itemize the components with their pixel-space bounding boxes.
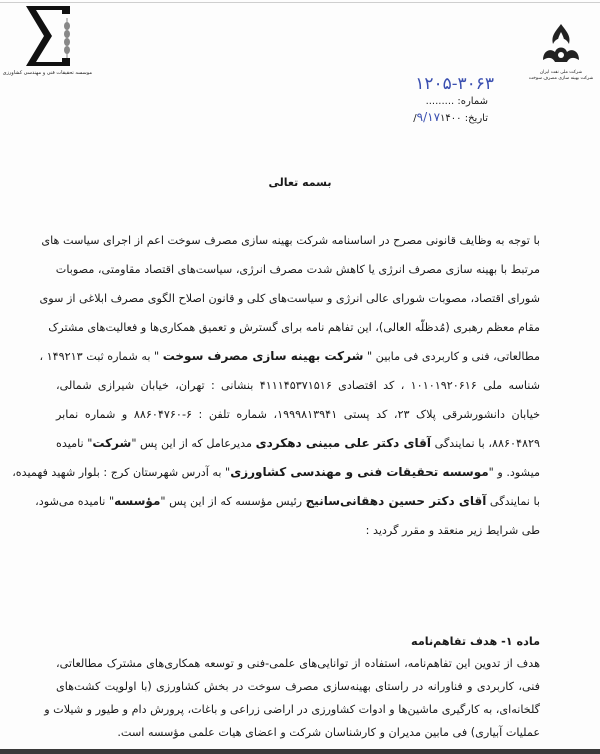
text-segment: مدیرعامل که از این پس " (131, 437, 256, 450)
paragraph-line (56, 400, 540, 429)
paragraph-line (35, 487, 540, 516)
text-segment: رئیس مؤسسه که از این پس " (160, 495, 306, 508)
bold-text: مؤسسه (114, 494, 161, 508)
handwritten-date: ۹/۱۷ (416, 110, 441, 124)
article-1-heading: ماده ۱- هدف تفاهم‌نامه (411, 635, 540, 648)
text-segment: " به آدرس شهرستان کرج : بلوار شهید فهمیده، (12, 466, 231, 479)
paragraph-line (56, 516, 540, 545)
text-segment: " نامیده (56, 437, 93, 450)
bold-text: موسسه تحقیقات فنی و مهندسی کشاورزی (230, 465, 489, 479)
preamble-paragraph (12, 226, 541, 545)
company-logo-caption-1: شرکت ملی نفت ایران (539, 70, 583, 75)
text-segment: خیابان دانشورشرقی پلاک ۲۳، کد پستی ۱۹۹۹۸۱۳۹۴۱، شماره تلفن : ۶-۸۸۶۰۴۷۶۰ و شماره نمابر (56, 408, 540, 421)
paragraph-line (56, 429, 540, 458)
article-1-line: فنی، کاربردی و فناورانه در راستای بهینه‌سازی مصرف سوخت در بخش کشاورزی (با اولویت کشت‌های (56, 680, 540, 693)
article-1 (44, 632, 540, 744)
text-segment: " به شماره ثبت ۱۴۹۲۱۳ ، (39, 350, 163, 363)
oil-flame-icon (539, 22, 583, 66)
paragraph-line (48, 313, 540, 342)
date-field (413, 110, 488, 124)
institute-logo (2, 4, 92, 76)
text-segment: ۸۸۶۰۴۸۲۹، با نمایندگی (431, 437, 541, 450)
company-logo-caption-2: شرکت بهینه سازی مصرف سوخت (528, 76, 594, 81)
text-segment: مرتبط با بهینه سازی مصرف انرژی یا کاهش شدت مصرف انرژی، سیاست‌های اقتصاد مقاومتی، مصوبات (55, 263, 540, 276)
paragraph-line (56, 255, 540, 284)
document-title: بسمه تعالی (268, 176, 332, 189)
letter-reference (413, 74, 494, 124)
text-segment: طی شرایط زیر منعقد و مقرر گردید : (365, 524, 540, 537)
scan-bottom-edge (0, 749, 600, 754)
article-1-line: عملیات آبیاری) فی مابین مدیران و کارشناسان شرکت و اعضای هیات علمی مؤسسه است. (117, 726, 540, 739)
paragraph-line (39, 342, 540, 371)
date-year: ۱۴۰۰/ (413, 113, 462, 124)
text-segment: با نمایندگی (486, 495, 540, 508)
text-segment: با توجه به وظایف قانونی مصرح در اساسنامه شرکت بهینه سازی مصرف سوخت اعم از اجرای سیاست های (41, 234, 540, 247)
text-segment: میشود. و " (488, 466, 540, 479)
text-segment: شورای اقتصاد، مصوبات شورای عالی انرژی و سیاست‌های کلی و قانون اصلاح الگوی مصرف ابلاغی از سوی (39, 292, 540, 305)
paragraph-line (41, 226, 540, 255)
article-1-line: هدف از تدوین این تفاهم‌نامه، استفاده از توانایی‌های علمی-فنی و توسعه همکاری‌های مشترک مطالعاتی، (56, 657, 540, 670)
article-1-line: گلخانه‌ای، به کارگیری ماشین‌ها و ادوات کشاورزی در اراضی زراعی و باغات، پرورش دام و طیور و شیلات و (44, 703, 540, 716)
handwritten-number: ۱۲۰۵-۳۰۶۳ (415, 74, 494, 94)
bold-text: شرکت (92, 436, 132, 450)
bold-text: آقای دکتر حسین دهقانی‌سانیج (305, 494, 487, 508)
paragraph-line (12, 458, 540, 487)
number-label: شماره: ......... (425, 96, 488, 107)
paragraph-line (39, 284, 540, 313)
text-segment: " نامیده می‌شود، (35, 495, 115, 508)
sigma-wheat-icon (22, 4, 78, 68)
text-segment: مقام معظم رهبری (مُدظلّه العالی)، این تفاهم نامه برای گسترش و تعمیق همکاری‌ها و فعالیت‌های مشترک (48, 321, 540, 334)
paragraph-line (56, 371, 540, 400)
date-label: تاریخ: (464, 113, 488, 124)
institute-logo-caption: موسسه تحقیقات فنی و مهندسی کشاورزی (2, 70, 92, 76)
bold-text: آقای دکتر علی مبینی دهکردی (255, 436, 432, 450)
text-segment: شناسه ملی ۱۰۱۰۱۹۲۰۶۱۶ ، کد اقتصادی ۴۱۱۱۴۵۳۷۱۵۱۶ بنشانی : تهران، خیابان شیرازی شمالی، (56, 379, 541, 392)
text-segment: مطالعاتی، فنی و کاربردی فی مابین " (363, 350, 540, 363)
top-edge (0, 2, 600, 3)
bold-text: شرکت بهینه سازی مصرف سوخت (162, 349, 364, 363)
company-logo (525, 22, 597, 82)
